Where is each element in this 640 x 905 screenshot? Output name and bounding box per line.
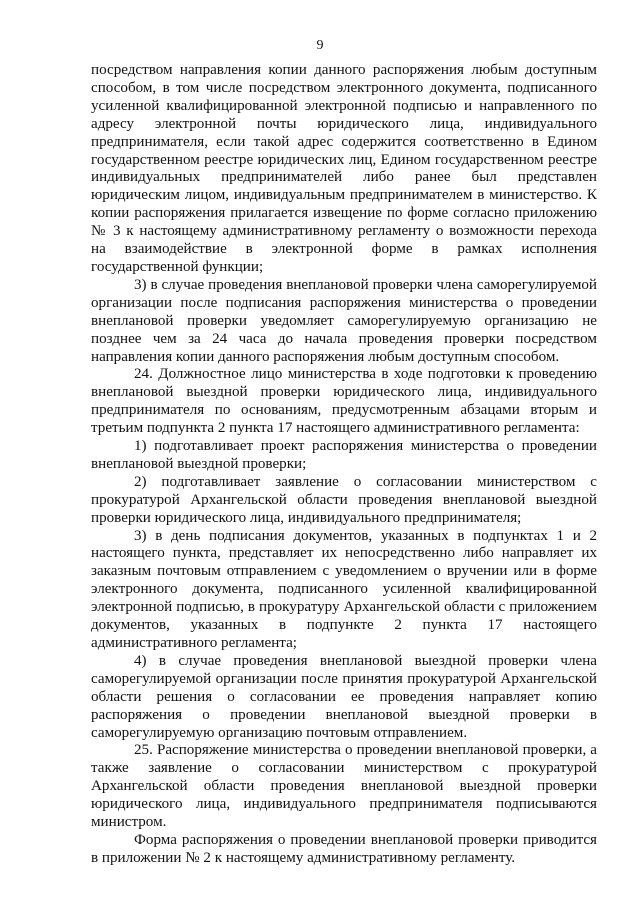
- paragraph-item-2: 2) подготавливает заявление о согласовании министерством с прокуратурой Архангельской области проведения внеплановой выездной проверки юридического лица, индивидуального предпринимателя;: [91, 473, 597, 526]
- paragraph-continuation: посредством направления копии данного распоряжения любым доступным способом, в том числе посредством электронного документа, подписанного усиленной квалифицированной электронной подписью и направленного по адресу электронной почты юридического лица, индивидуального предпринимателя, если такой адрес содержится соответственно в Едином государственном реестре юридических лиц, Едином государственном реестре индивидуальных предпринимателей либо ранее был представлен юридическим лицом, индивидуальным предпринимателем в министерство. К копии распоряжения прилагается извещение по форме согласно приложению № 3 к настоящему административному регламенту о возможности перехода на взаимодействие в электронной форме в рамках исполнения государственной функции;: [91, 62, 597, 275]
- paragraph-item-1: 1) подготавливает проект распоряжения министерства о проведении внеплановой выездной проверки;: [91, 438, 597, 472]
- paragraph-clause-24: 24. Должностное лицо министерства в ходе подготовки к проведению внеплановой выездной проверки юридического лица, индивидуального предпринимателя по основаниям, предусмотренным абзацами вторым и третьим подпункта 2 пункта 17 настоящего административного регламента:: [91, 366, 597, 437]
- paragraph-item-3: 3) в случае проведения внеплановой проверки члена саморегулируемой организации после подписания распоряжения министерства о проведении внеплановой проверки уведомляет саморегулируемую организацию не позднее чем за 24 часа до начала проведения проверки посредством направления копии данного распоряжения любым доступным способом.: [91, 276, 597, 365]
- page-number: 9: [316, 38, 324, 53]
- paragraph-clause-25: 25. Распоряжение министерства о проведении внеплановой проверки, а также заявление о согласовании министерством с прокуратурой Архангельской области проведения внеплановой выездной проверки юридического лица, индивидуального предпринимателя подписываются министром.: [91, 742, 597, 831]
- paragraph-item-3-submission: 3) в день подписания документов, указанных в подпунктах 1 и 2 настоящего пункта, представляет их непосредственно либо направляет их заказным почтовым отправлением с уведомлением о вручении или в форме электронного документа, подписанного усиленной квалифицированной электронной подписью, в прокуратуру Архангельской области с приложением документов, указанных в подпункте 2 пункта 17 настоящего административного регламента;: [91, 527, 597, 651]
- document-body: [91, 62, 597, 868]
- paragraph-item-4: 4) в случае проведения внеплановой выездной проверки члена саморегулируемой организации после принятия прокуратурой Архангельской области решения о согласовании ее проведения направляет копию распоряжения о проведении внеплановой выездной проверки в саморегулируемую организацию почтовым отправлением.: [91, 652, 597, 741]
- paragraph-form-reference: Форма распоряжения о проведении внеплановой проверки приводится в приложении № 2 к настоящему административному регламенту.: [91, 831, 597, 866]
